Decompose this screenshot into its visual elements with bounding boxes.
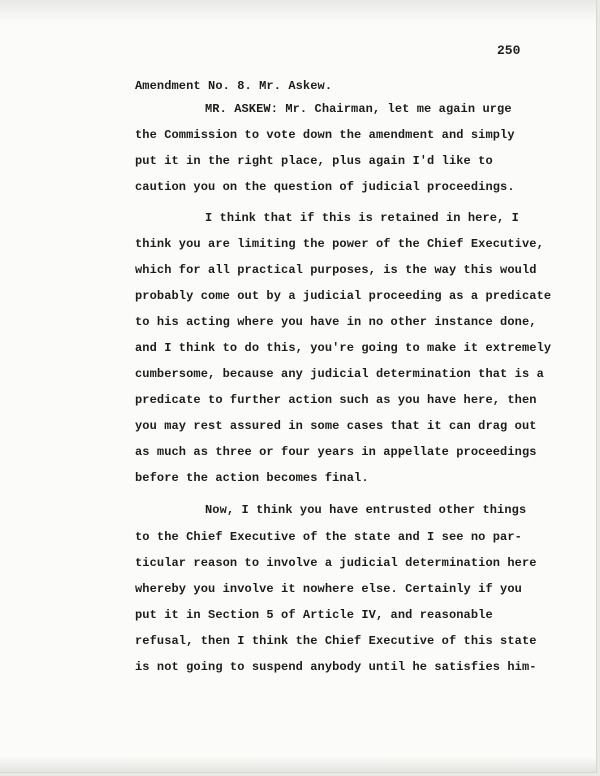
text-line: and I think to do this, you're going to make it extremely [135,341,552,355]
text-line: I think that if this is retained in here, I [205,211,519,225]
text-line: MR. ASKEW: Mr. Chairman, let me again urge [205,102,512,116]
heading-line: Amendment No. 8. Mr. Askew. [135,79,333,93]
text-line: to his acting where you have in no other instance done, [135,315,537,329]
text-line: as much as three or four years in appellate proceedings [135,445,537,459]
text-line: to the Chief Executive of the state and I see no par- [135,530,522,544]
text-line: whereby you involve it nowhere else. Certainly if you [135,582,522,596]
page-number: 250 [497,43,521,58]
text-line: is not going to suspend anybody until he satisfies him- [135,660,537,674]
scan-shadow-top [0,0,596,22]
text-line: predicate to further action such as you have here, then [135,393,537,407]
text-line: which for all practical purposes, is the way this would [135,263,537,277]
text-line: think you are limiting the power of the Chief Executive, [135,237,544,251]
text-line: before the action becomes final. [135,471,369,485]
text-line: probably come out by a judicial proceeding as a predicate [135,289,552,303]
text-line: ticular reason to involve a judicial determination here [135,556,537,570]
text-line: caution you on the question of judicial proceedings. [135,180,515,194]
text-line: put it in the right place, plus again I'd like to [135,154,493,168]
text-line: put it in Section 5 of Article IV, and reasonable [135,608,493,622]
text-line: Now, I think you have entrusted other things [205,503,527,517]
text-line: you may rest assured in some cases that it can drag out [135,419,537,433]
text-line: cumbersome, because any judicial determination that is a [135,367,544,381]
scan-shadow-bottom [0,756,596,772]
text-line: refusal, then I think the Chief Executive of this state [135,634,537,648]
text-line: the Commission to vote down the amendment and simply [135,128,515,142]
